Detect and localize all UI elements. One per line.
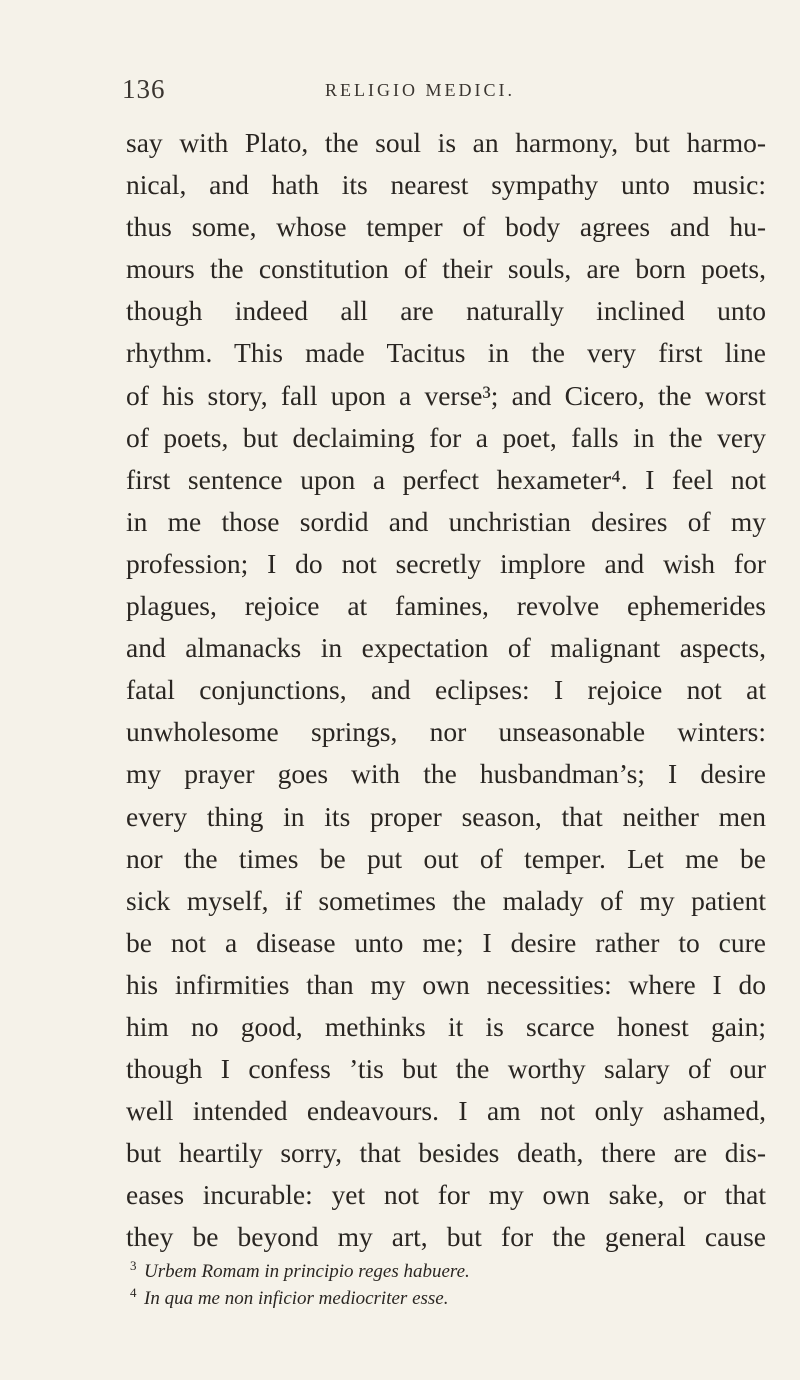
- text-line: first sentence upon a perfect hexameter⁴. I feel not: [126, 463, 766, 495]
- footnote-mark: 4: [130, 1285, 137, 1300]
- text-line: profession; I do not secretly implore and wish for: [126, 547, 766, 579]
- text-line: well intended endeavours. I am not only ashamed,: [126, 1095, 766, 1127]
- text-line: be not a disease unto me; I desire rather to cure: [126, 926, 766, 958]
- text-line: though I confess ’tis but the worthy salary of our: [126, 1053, 766, 1085]
- text-line: him no good, methinks it is scarce honest gain;: [126, 1010, 766, 1042]
- text-line: his infirmities than my own necessities: where I do: [126, 968, 766, 1000]
- page-number: 136: [122, 74, 166, 104]
- footnote: [126, 1285, 766, 1312]
- running-title: RELIGIO MEDICI.: [325, 80, 515, 100]
- text-line: they be beyond my art, but for the general cause: [126, 1221, 766, 1253]
- text-line: say with Plato, the soul is an harmony, but harmo-: [126, 127, 766, 158]
- text-line: nical, and hath its nearest sympathy unto music:: [126, 169, 766, 201]
- text-line: but heartily sorry, that besides death, there are dis-: [126, 1137, 766, 1169]
- page-header: [80, 74, 760, 114]
- footnote: [126, 1258, 766, 1285]
- text-line: thus some, whose temper of body agrees and hu-: [126, 211, 766, 243]
- text-line: mours the constitution of their souls, are born poets,: [126, 253, 766, 285]
- text-line: of his story, fall upon a verse³; and Cicero, the worst: [126, 379, 766, 411]
- text-line: sick myself, if sometimes the malady of my patient: [126, 884, 766, 916]
- text-line: my prayer goes with the husbandman’s; I desire: [126, 758, 766, 790]
- text-line: eases incurable: yet not for my own sake, or that: [126, 1179, 766, 1211]
- text-line: unwholesome springs, nor unseasonable winters:: [126, 716, 766, 748]
- footnote-mark: 3: [130, 1258, 137, 1273]
- text-line: nor the times be put out of temper. Let me be: [126, 842, 766, 874]
- text-line: of poets, but declaiming for a poet, falls in the very: [126, 421, 766, 453]
- text-line: fatal conjunctions, and eclipses: I rejoice not at: [126, 674, 766, 706]
- text-line: though indeed all are naturally inclined unto: [126, 295, 766, 327]
- body-text: [126, 122, 766, 1259]
- footnote-text: In qua me non inficior mediocriter esse.: [144, 1288, 449, 1309]
- text-line: plagues, rejoice at famines, revolve ephemerides: [126, 590, 766, 622]
- text-line: and almanacks in expectation of malignant aspects,: [126, 632, 766, 664]
- text-line: in me those sordid and unchristian desires of my: [126, 505, 766, 537]
- footnote-text: Urbem Romam in principio reges habuere.: [144, 1261, 470, 1282]
- text-line: every thing in its proper season, that neither men: [126, 800, 766, 832]
- text-line: rhythm. This made Tacitus in the very first line: [126, 337, 766, 369]
- footnotes: [126, 1258, 766, 1312]
